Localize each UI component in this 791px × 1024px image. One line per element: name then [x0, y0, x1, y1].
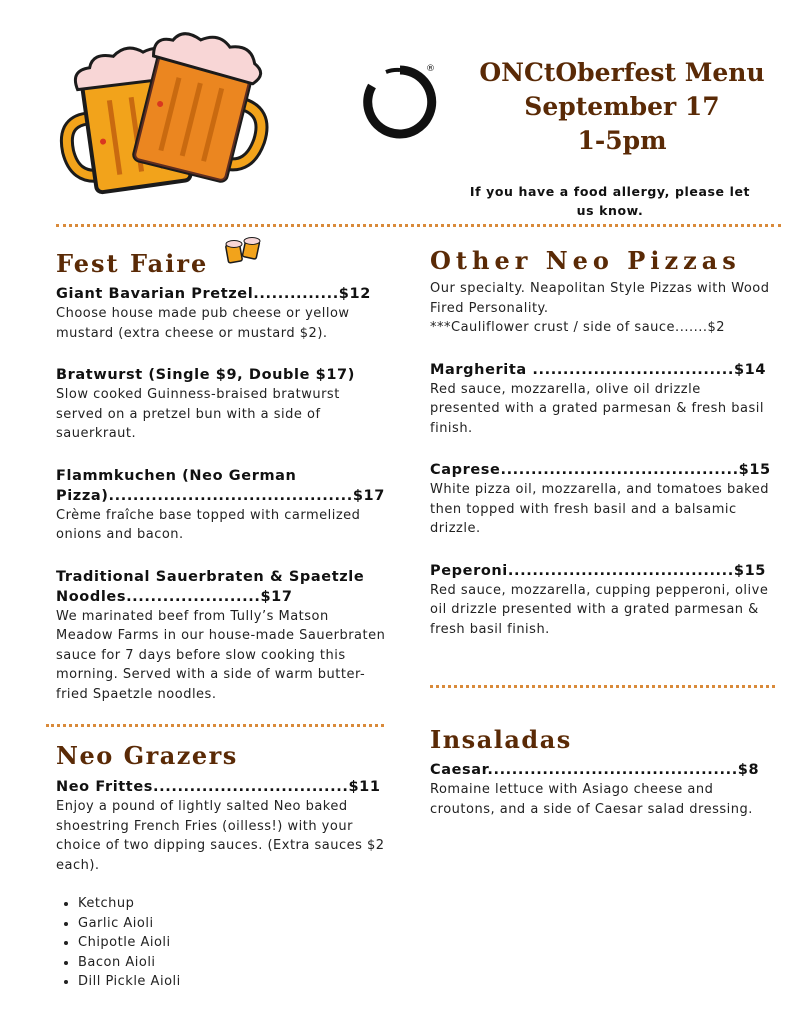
fest-faire-heading: Fest Faire	[56, 249, 209, 278]
item-title: Margherita .................................$14	[430, 361, 767, 378]
menu-item	[430, 460, 775, 539]
other-pizzas-heading: Other Neo Pizzas	[430, 246, 741, 275]
menu-title: ONCtOberfest Menu	[479, 58, 765, 87]
menu-item	[430, 561, 775, 640]
menu-item	[56, 567, 390, 705]
item-description: White pizza oil, mozzarella, and tomatoes baked then topped with fresh basil and a balsamic drizzle.	[430, 482, 769, 536]
cauliflower-option: ***Cauliflower crust / side of sauce.......$2	[430, 320, 726, 335]
item-description: Enjoy a pound of lightly salted Neo baked shoestring French Fries (oilless!) with your choice of two dipping sauces. (Extra sauces $2 each).	[56, 799, 385, 873]
item-title: Giant Bavarian Pretzel..............$12	[56, 286, 371, 302]
allergy-note: If you have a food allergy, please let us know.	[469, 184, 751, 218]
item-title: Neo Frittes................................$11	[56, 779, 381, 795]
item-title: Caesar.........................................$8	[430, 762, 760, 778]
item-description: Red sauce, mozzarella, olive oil drizzle presented with a grated parmesan & fresh basil finish.	[430, 381, 765, 436]
list-item: • Ketchup	[78, 894, 390, 914]
left-divider	[46, 724, 384, 727]
insaladas-section	[430, 760, 780, 819]
item-title: Caprese.......................................$15	[430, 462, 771, 478]
item-description: We marinated beef from Tully’s Matson Meadow Farms in our house-made Sauerbraten sauce for 7 days before slow cooking this morning. Served with a side of warm butter-fried Spaetzle noodles.	[56, 608, 386, 702]
fest-faire-items	[56, 284, 390, 704]
beer-mugs-icon	[52, 10, 297, 200]
list-item: • Bacon Aioli	[78, 953, 390, 973]
item-description: Slow cooked Guinness-braised bratwurst served on a pretzel bun with a side of sauerkraut.	[56, 387, 340, 441]
list-item: • Chipotle Aioli	[78, 933, 390, 953]
pizza-intro: Our specialty. Neapolitan Style Pizzas with Wood Fired Personality.	[430, 281, 770, 316]
restaurant-logo-icon	[360, 62, 440, 142]
logo-registered-mark: ®	[426, 64, 435, 74]
insaladas-heading: Insaladas	[430, 725, 572, 754]
neo-grazers-items	[56, 777, 390, 992]
item-title: Bratwurst (Single $9, Double $17)	[56, 367, 355, 383]
list-item: • Garlic Aioli	[78, 914, 390, 934]
item-description: Crème fraîche base topped with carmelized onions and bacon.	[56, 507, 361, 542]
menu-item	[430, 360, 775, 439]
item-title: Traditional Sauerbraten & Spaetzle Noodles......................$17	[56, 568, 365, 605]
item-title: Peperoni.....................................$15	[430, 562, 766, 579]
item-description: Red sauce, mozzarella, cupping pepperoni, olive oil drizzle presented with a grated parmesan & fresh basil finish.	[430, 582, 769, 637]
event-date: September 17	[524, 92, 720, 121]
item-description: Romaine lettuce with Asiago cheese and croutons, and a side of Caesar salad dressing.	[430, 782, 753, 817]
item-title: Flammkuchen (Neo German Pizza)........................................$17	[56, 467, 385, 504]
other-pizzas-section	[430, 279, 775, 639]
menu-item	[56, 466, 390, 545]
menu-item	[56, 365, 390, 444]
item-description: Choose house made pub cheese or yellow mustard (extra cheese or mustard $2).	[56, 306, 350, 341]
list-item: • Dill Pickle Aioli	[78, 972, 390, 992]
right-divider	[430, 685, 775, 688]
event-time: 1-5pm	[577, 126, 667, 155]
sauce-list	[56, 894, 390, 992]
small-beer-mugs-icon	[224, 236, 264, 266]
header-divider	[56, 224, 781, 227]
neo-grazers-heading: Neo Grazers	[56, 741, 238, 770]
menu-item	[56, 284, 390, 343]
